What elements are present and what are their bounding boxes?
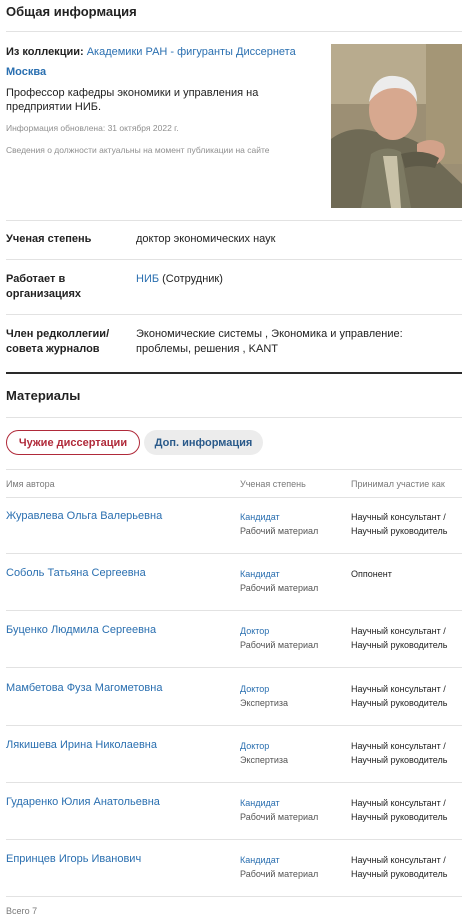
position-text: Профессор кафедры экономики и управления на предприятии НИБ. [6,87,259,113]
divider [6,417,462,418]
divider [6,782,462,783]
journal-link[interactable]: KANT [248,343,278,355]
city-link[interactable]: Москва [6,66,47,78]
row-role: Научный консультант / Научный руководитель [351,684,448,708]
author-link[interactable]: Журавлева Ольга Валерьевна [6,510,163,522]
material-type: Рабочий материал [240,869,319,879]
divider [6,553,462,554]
row-role: Оппонент [351,569,392,579]
material-type: Рабочий материал [240,640,319,650]
divider [6,839,462,840]
collection-label: Из коллекции: [6,46,84,58]
journal-link[interactable]: Экономические системы [136,328,262,340]
author-link[interactable]: Мамбетова Фуза Магометовна [6,682,163,694]
org-role: (Сотрудник) [162,273,223,285]
scrollbar[interactable] [463,0,471,921]
row-role: Научный консультант / Научный руководитель [351,855,448,879]
degree-link[interactable]: Кандидат [240,798,280,808]
column-header-degree: Ученая степень [240,479,306,489]
collection-line [6,45,326,59]
degree-link[interactable]: Доктор [240,626,270,636]
degree-value: доктор экономических наук [136,233,276,245]
divider [6,667,462,668]
degree-link[interactable]: Доктор [240,741,270,751]
actuality-note: Сведения о должности актуальны на момент публикации на сайте [6,145,270,155]
person-photo-image [331,44,462,208]
materials-title: Материалы [6,388,81,403]
divider [6,31,462,32]
degree-link[interactable]: Кандидат [240,855,280,865]
row-degree [240,682,288,710]
total-count: Всего 7 [6,906,38,916]
material-type: Экспертиза [240,755,288,765]
row-role: Научный консультант / Научный руководитель [351,512,448,536]
material-type: Рабочий материал [240,812,319,822]
row-degree [240,624,318,652]
tab-foreign-dissertations[interactable]: Чужие диссертации [6,430,140,455]
collection-link[interactable]: Академики РАН - фигуранты Диссернета [86,46,296,58]
divider [6,610,462,611]
row-degree [240,510,318,538]
material-type: Рабочий материал [240,583,319,593]
row-role: Научный консультант / Научный руководитель [351,741,448,765]
author-link[interactable]: Соболь Татьяна Сергеевна [6,567,146,579]
row-degree [240,796,318,824]
material-type: Экспертиза [240,698,288,708]
row-degree [240,739,288,767]
author-link[interactable]: Епринцев Игорь Иванович [6,853,142,865]
divider [6,725,462,726]
divider [6,220,462,221]
degree-link[interactable]: Кандидат [240,569,280,579]
material-type: Рабочий материал [240,526,319,536]
degree-link[interactable]: Кандидат [240,512,280,522]
column-header-author: Имя автора [6,479,55,489]
divider [6,259,462,260]
general-info-title: Общая информация [6,4,137,19]
divider [6,497,462,498]
row-degree [240,853,318,881]
degree-label: Ученая степень [6,233,92,245]
column-header-role: Принимал участие как [351,479,445,489]
row-role: Научный консультант / Научный руководитель [351,798,448,822]
divider [6,314,462,315]
works-label: Работает в организациях [6,273,82,300]
row-degree [240,567,318,595]
divider [6,896,462,897]
tab-additional-info[interactable]: Доп. информация [144,430,263,455]
row-role: Научный консультант / Научный руководитель [351,626,448,650]
author-link[interactable]: Буценко Людмила Сергеевна [6,624,157,636]
editorial-label: Член редколлегии/ совета журналов [6,328,110,355]
journals-list: Экономические системы , Экономика и управление: проблемы, решения , KANT [136,328,403,355]
author-link[interactable]: Гударенко Юлия Анатольевна [6,796,160,808]
works-value [136,272,456,287]
org-link[interactable]: НИБ [136,273,160,285]
degree-link[interactable]: Доктор [240,684,270,694]
profile-photo [331,44,462,208]
section-divider [6,372,462,374]
updated-date: Информация обновлена: 31 октября 2022 г. [6,123,179,133]
author-link[interactable]: Лякишева Ирина Николаевна [6,739,157,751]
divider [6,469,462,470]
journal-link[interactable]: Экономика и управление: проблемы, решения [136,328,403,355]
